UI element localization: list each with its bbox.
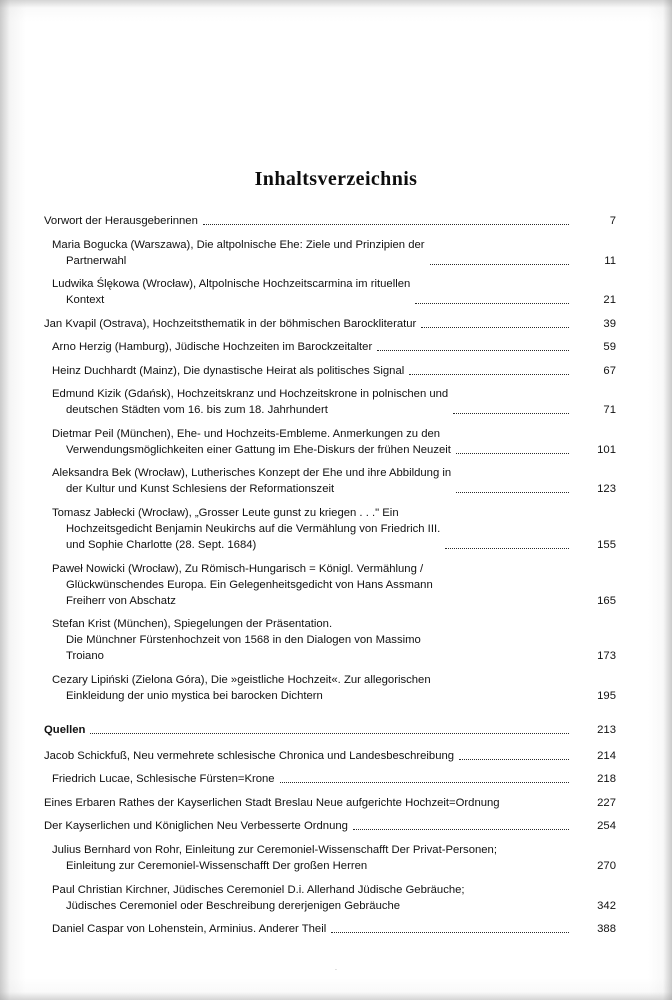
toc-entry-line3: Troiano [66,650,104,663]
toc-entry-line3: Freiherr von Abschatz [66,594,176,607]
toc-entry-page: 155 [597,539,616,551]
toc-entry-page: 254 [597,820,616,833]
toc-entry[interactable] [40,237,632,269]
toc-entry-line2: deutschen Städten vom 16. bis zum 18. Jahrhundert [66,404,328,417]
toc-entry-title [40,237,425,269]
leader-dots [430,256,569,265]
toc-source-entry[interactable] [40,842,632,874]
toc-entry[interactable] [40,465,632,497]
toc-entry-line1: Dietmar Peil (München), Ehe- und Hochzeits-Embleme. Anmerkungen zu den [52,427,441,440]
toc-source-entry[interactable] [40,795,632,811]
toc-entry-page: 59 [603,341,616,354]
toc-entry-page: 39 [603,317,616,330]
toc-entry-title [40,276,410,308]
toc-entry-line2: Hochzeitsgedicht Benjamin Neukirchs auf die Vermählung von Friedrich III. [66,522,441,535]
toc-entry-page: 227 [597,796,616,809]
toc-entry-title [40,386,448,418]
leader-dots [409,366,569,375]
toc-entry-title [40,426,451,458]
toc-entry-title [40,616,421,664]
toc-entry[interactable] [40,339,632,355]
leader-dots [331,924,569,933]
toc-entry-line1: Cezary Lipiński (Zielona Góra), Die »geistliche Hochzeit«. Zur allegorischen [52,673,431,686]
toc-entry[interactable] [40,561,632,609]
toc-entry-line2: Jüdisches Ceremoniel oder Beschreibung dererjenigen Gebräuche [66,899,401,912]
toc-entry-title: Arno Herzig (Hamburg), Jüdische Hochzeiten im Barockzeitalter [52,341,373,354]
toc-entry[interactable] [40,616,632,664]
toc-entry-page: 173 [597,650,616,663]
table-of-contents [40,213,632,937]
toc-entry-title: Heinz Duchhardt (Mainz), Die dynastische Heirat als politisches Signal [52,364,405,377]
leader-dots [353,822,569,831]
toc-section-page: 213 [597,723,616,736]
toc-entry-line1: Ludwika Ślękowa (Wrocław), Altpolnische Hochzeitscarmina im rituellen [52,278,411,291]
page-content [40,168,632,945]
leader-dots [470,902,569,910]
toc-source-entry[interactable] [40,748,632,764]
toc-entry-page: 270 [597,859,616,872]
toc-entry-title [40,842,497,874]
toc-entry-page: 165 [597,594,616,607]
leader-dots [456,445,569,454]
toc-entry-page: 101 [597,443,616,456]
toc-entry-line1: Paweł Nowicki (Wrocław), Zu Römisch-Hungarisch = Königl. Vermählung / [52,562,424,575]
toc-entry-line2: Einleitung zur Ceremoniel-Wissenschafft Der großen Herren [66,859,368,872]
toc-source-entry[interactable] [40,771,632,787]
leader-dots [502,862,569,870]
toc-entry-line2: Glückwünschendes Europa. Ein Gelegenheitsgedicht von Hans Assmann [66,578,433,591]
toc-entry[interactable] [40,386,632,418]
toc-entry-line3: und Sophie Charlotte (28. Sept. 1684) [66,539,257,551]
toc-entry-page: 71 [603,404,616,417]
toc-entry-line1: Julius Bernhard von Rohr, Einleitung zur Ceremoniel-Wissenschafft Der Privat-Personen; [52,843,497,856]
toc-entry-title: Friedrich Lucae, Schlesische Fürsten=Krone [52,773,275,786]
toc-entry-page: 21 [603,294,616,307]
toc-entry-line1: Tomasz Jabłecki (Wrocław), „Grosser Leute gunst zu kriegen . . ." Ein [52,506,399,519]
toc-entry-line2: Kontext [66,294,105,307]
toc-entry-title: Jacob Schickfuß, Neu vermehrete schlesische Chronica und Landesbeschreibung [44,749,455,762]
toc-entry-line1: Maria Bogucka (Warszawa), Die altpolnische Ehe: Ziele und Prinzipien der [52,238,425,251]
toc-entry[interactable] [40,505,632,553]
toc-section-label: Quellen [44,723,86,736]
toc-entry-title: Der Kayserlichen und Königlichen Neu Verbesserte Ordnung [44,820,348,833]
toc-source-entry[interactable] [40,818,632,834]
leader-dots [415,295,569,304]
leader-dots [445,540,569,549]
leader-dots [438,597,569,605]
toc-source-entry[interactable] [40,882,632,914]
leader-dots [280,774,569,783]
toc-entry-line2: Verwendungsmöglichkeiten einer Gattung im Ehe-Diskurs der frühen Neuzeit [66,443,451,456]
toc-entry-page: 214 [597,749,616,762]
toc-entry[interactable] [40,316,632,332]
toc-entry[interactable] [40,276,632,308]
leader-dots [505,799,569,807]
toc-section-heading[interactable] [40,722,632,738]
toc-entry-line2: Partnerwahl [66,254,127,267]
toc-entry-line1: Stefan Krist (München), Spiegelungen der Präsentation. [52,618,333,631]
toc-entry-page: 11 [604,254,616,267]
toc-entry-line1: Paul Christian Kirchner, Jüdisches Ceremoniel D.i. Allerhand Jüdische Gebräuche; [52,883,465,896]
toc-entry[interactable] [40,672,632,704]
leader-dots [453,405,569,414]
toc-entry-line2: Einkleidung der unio mystica bei barocken Dichtern [66,689,323,702]
toc-entry-line2: Die Münchner Fürstenhochzeit von 1568 in den Dialogen von Massimo [66,634,421,647]
toc-entry-page: 342 [597,899,616,912]
toc-entry[interactable] [40,213,632,229]
toc-entry-title: Jan Kvapil (Ostrava), Hochzeitsthematik in der böhmischen Barockliteratur [44,317,417,330]
leader-dots [377,342,569,351]
toc-entry-page: 123 [597,483,616,496]
toc-entry-title: Eines Erbaren Rathes der Kayserlichen Stadt Breslau Neue aufgerichte Hochzeit=Ordnung [44,796,500,809]
toc-entry-title [40,882,465,914]
toc-entry-title [40,465,451,497]
leader-dots [456,485,569,494]
page-footer-mark: . [335,965,337,972]
leader-dots [203,216,569,225]
toc-entry-title [40,672,431,704]
toc-entry-page: 388 [597,923,616,936]
toc-entry-line2: der Kultur und Kunst Schlesiens der Reformationszeit [66,483,335,496]
toc-entry-title [40,561,433,609]
leader-dots [459,751,569,760]
toc-entry[interactable] [40,363,632,379]
toc-entry-page: 218 [597,773,616,786]
page-title: Inhaltsverzeichnis [254,168,418,190]
toc-entry-line1: Edmund Kizik (Gdańsk), Hochzeitskranz und Hochzeitskrone in polnischen und [52,388,449,401]
leader-dots [426,652,569,660]
toc-entry[interactable] [40,426,632,458]
toc-source-entry[interactable] [40,921,632,937]
toc-entry-title: Vorwort der Herausgeberinnen [44,215,198,227]
leader-dots [421,319,569,328]
toc-entry-title [40,505,440,553]
toc-entry-page: 195 [597,689,616,702]
leader-dots [436,692,569,700]
leader-dots [90,725,569,734]
toc-entry-page: 67 [603,364,616,377]
toc-entry-line1: Aleksandra Bek (Wrocław), Lutherisches Konzept der Ehe und ihre Abbildung in [52,467,452,480]
toc-entry-page: 7 [609,215,616,227]
toc-entry-title: Daniel Caspar von Lohenstein, Arminius. Anderer Theil [52,923,327,936]
